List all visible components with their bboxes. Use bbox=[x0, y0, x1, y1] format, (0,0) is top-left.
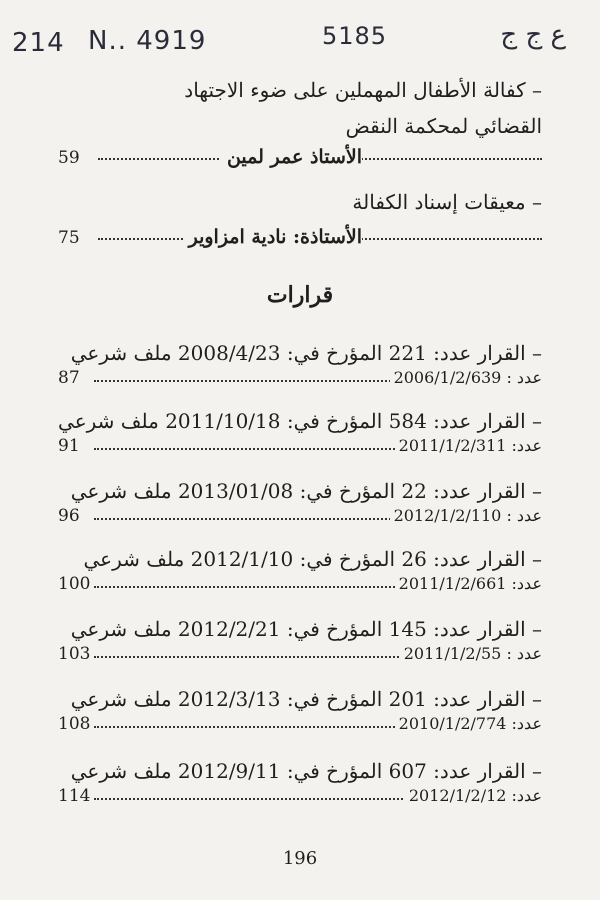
entry-title: – معيقات إسناد الكفالة bbox=[352, 190, 542, 214]
dot-leader bbox=[94, 726, 422, 728]
page-number: 196 bbox=[282, 848, 318, 869]
handwritten-page-ref: 214 bbox=[12, 28, 65, 58]
entry-title: – كفالة الأطفال المهملين على ضوء الاجتهاد القضائي لمحكمة النقض bbox=[184, 78, 542, 138]
file-ref: عدد : 2006/1/2/639 bbox=[390, 368, 542, 387]
dot-leader bbox=[94, 798, 422, 800]
page-ref: 100 bbox=[58, 574, 91, 594]
decision-line: – القرار عدد: 145 المؤرخ في: 2012/2/21 ملف شرعي bbox=[70, 617, 542, 641]
decision-entry bbox=[58, 340, 542, 392]
handwritten-catalog-number: N.. 4919 bbox=[88, 26, 207, 56]
dot-leader bbox=[94, 518, 422, 520]
decision-entry bbox=[58, 758, 542, 810]
file-ref: عدد: 2011/1/2/311 bbox=[395, 436, 542, 455]
dot-leader bbox=[94, 586, 422, 588]
dot-leader bbox=[94, 448, 422, 450]
page-ref: 75 bbox=[58, 228, 84, 248]
section-heading: قرارات bbox=[266, 282, 334, 308]
file-ref: عدد: 2012/1/2/12 bbox=[405, 786, 542, 805]
file-ref: عدد : 2012/1/2/110 bbox=[390, 506, 542, 525]
decision-entry bbox=[58, 616, 542, 668]
decision-line: – القرار عدد: 607 المؤرخ في: 2012/9/11 ملف شرعي bbox=[70, 759, 542, 783]
file-ref: عدد: 2011/1/2/661 bbox=[395, 574, 542, 593]
decision-line: – القرار عدد: 221 المؤرخ في: 2008/4/23 ملف شرعي bbox=[70, 341, 542, 365]
decision-line: – القرار عدد: 201 المؤرخ في: 2012/3/13 ملف شرعي bbox=[70, 687, 542, 711]
handwritten-code: ع ج ج bbox=[500, 20, 566, 50]
decision-line: – القرار عدد: 22 المؤرخ في: 2013/01/08 ملف شرعي bbox=[70, 479, 542, 503]
entry-author: الأستاذ عمر لمين bbox=[221, 146, 362, 168]
handwritten-inventory-number: 5185 bbox=[322, 22, 388, 50]
decision-entry bbox=[58, 408, 542, 460]
page-ref: 114 bbox=[58, 786, 91, 806]
page-ref: 96 bbox=[58, 506, 80, 526]
page-ref: 87 bbox=[58, 368, 80, 388]
entry-author: الأستاذة: نادية امزاوير bbox=[183, 226, 362, 248]
decision-entry bbox=[58, 546, 542, 598]
page-ref: 108 bbox=[58, 714, 91, 734]
file-ref: عدد: 2010/1/2/774 bbox=[395, 714, 542, 733]
toc-line bbox=[58, 228, 542, 256]
dot-leader bbox=[94, 380, 422, 382]
decision-entry bbox=[58, 686, 542, 738]
decision-line: – القرار عدد: 584 المؤرخ في: 2011/10/18 ملف شرعي bbox=[58, 409, 542, 433]
decision-entry bbox=[58, 478, 542, 530]
page-ref: 59 bbox=[58, 148, 84, 168]
page-ref: 103 bbox=[58, 644, 91, 664]
page-ref: 91 bbox=[58, 436, 80, 456]
dot-leader bbox=[94, 656, 422, 658]
decision-line: – القرار عدد: 26 المؤرخ في: 2012/1/10 ملف شرعي bbox=[83, 547, 542, 571]
file-ref: عدد : 2011/1/2/55 bbox=[400, 644, 542, 663]
toc-line bbox=[58, 148, 542, 176]
